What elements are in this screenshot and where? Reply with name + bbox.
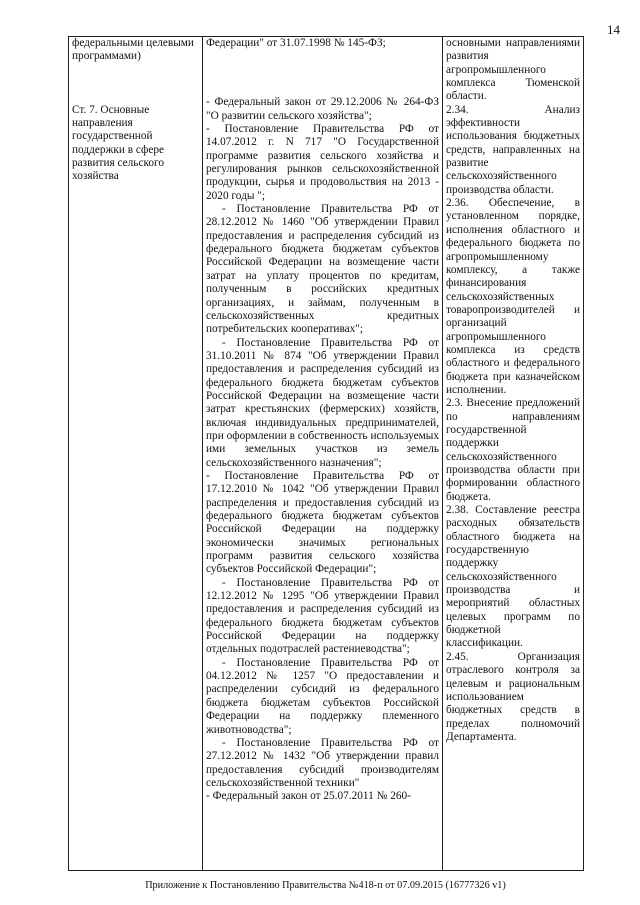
legal-act-item: - Постановление Правительства РФ от 31.10.2011 № 874 "Об утверждении Правил предоставления и распределения субсидий из федерального бюджета бюджетам субъектов Российской Федерации на возмещение части затрат крестьянских (фермерских) хозяйств, включая индивидуальных предпринимателей, при оформлении в собственность используемых ими земельных участков из земель сельскохозяйственного назначения"; [206,336,439,469]
legal-act-item: - Постановление Правительства РФ от 17.12.2010 № 1042 "Об утверждении Правил распределения и предоставления субсидий из федерального бюджета бюджетам субъектов Российской Федерации на поддержку экономически значимых региональных программ развития сельского хозяйства субъектов Российской Федерации"; [206,469,439,576]
column-2-top-text: Федерации" от 31.07.1998 № 145-ФЗ; [206,37,386,49]
footer-note: Приложение к Постановлению Правительства №418-п от 07.09.2015 (16777326 v1) [145,880,506,891]
legal-act-item: - Федеральный закон от 29.12.2006 № 264-ФЗ "О развитии сельского хозяйства"; [206,96,439,122]
spacer [206,50,439,96]
legal-act-item: - Постановление Правительства РФ от 28.12.2012 № 1460 "Об утверждении Правил предоставления и распределения субсидий из федерального бюджета бюджетам субъектов Российской Федерации на возмещение части затрат на уплату процентов по кредитам, полученным в российских кредитных организациях, и займам, полученным в сельскохозяйственных кредитных потребительских кооперативах"; [206,203,439,336]
function-item: 2.45. Организация отраслевого контроля за целевым и рациональным использованием бюджетных средств в пределах полномочий Департамента. [446,650,580,743]
legal-act-item: - Постановление Правительства РФ от 14.07.2012 г. N 717 "О Государственной программе развития сельского хозяйства и регулирования рынков сельскохозяйственной продукции, сырья и продовольствия на 2013 - 2020 годы "; [206,123,439,202]
spacer [72,64,199,104]
legal-act-item: - Постановление Правительства РФ от 12.12.2012 № 1295 "Об утверждении Правил предоставления и распределения субсидий из федерального бюджета бюджетам субъектов Российской Федерации на поддержку отдельных подотраслей растениеводства"; [206,576,439,656]
legal-act-item: - Постановление Правительства РФ от 27.12.2012 № 1432 "Об утверждении правил предоставления субсидий производителям сельскохозяйственной техники" [206,736,439,789]
function-item: 2.3. Внесение предложений по направлениям государственной поддержки сельскохозяйственного производства области при формировании областного бюджета. [446,397,580,503]
column-2-cell [203,37,443,871]
law-table [68,36,584,871]
function-item: 2.34. Анализ эффективности использования бюджетных средств, направленных на развитие сельскохозяйственного производства области. [446,103,580,196]
column-3-cell [443,37,584,871]
table-row [69,37,584,871]
article-title: Ст. 7. Основные направления государственной поддержки в сфере развития сельского хозяйства [72,103,165,183]
column-3-top-text: основными направлениями развития агропромышленного комплекса Тюменской области. [446,37,580,103]
column-1-cell [69,37,203,871]
column-1-top-text: федеральными целевыми программами) [72,37,194,63]
page-number: 14 [607,22,620,37]
function-item: 2.36. Обеспечение, в установленном порядке, исполнения областного и федерального бюджета по агропромышленному комплексу, а также финансирования сельскохозяйственных товаропроизводителей и организаций агропромышленного комплекса из средств областного и федерального бюджета при казначейском исполнении. [446,197,580,396]
legal-act-item: - Федеральный закон от 25.07.2011 № 260- [206,790,411,803]
legal-act-item: - Постановление Правительства РФ от 04.12.2012 № 1257 "О предоставлении и распределении субсидий из федерального бюджета бюджетам субъектов Российской Федерации на поддержку племенного животноводства"; [206,656,439,736]
function-item: 2.38. Составление реестра расходных обязательств областного бюджета на государственную поддержку сельскохозяйственного производства и мероприятий областных целевых программ по бюджетной классификации. [446,504,580,650]
